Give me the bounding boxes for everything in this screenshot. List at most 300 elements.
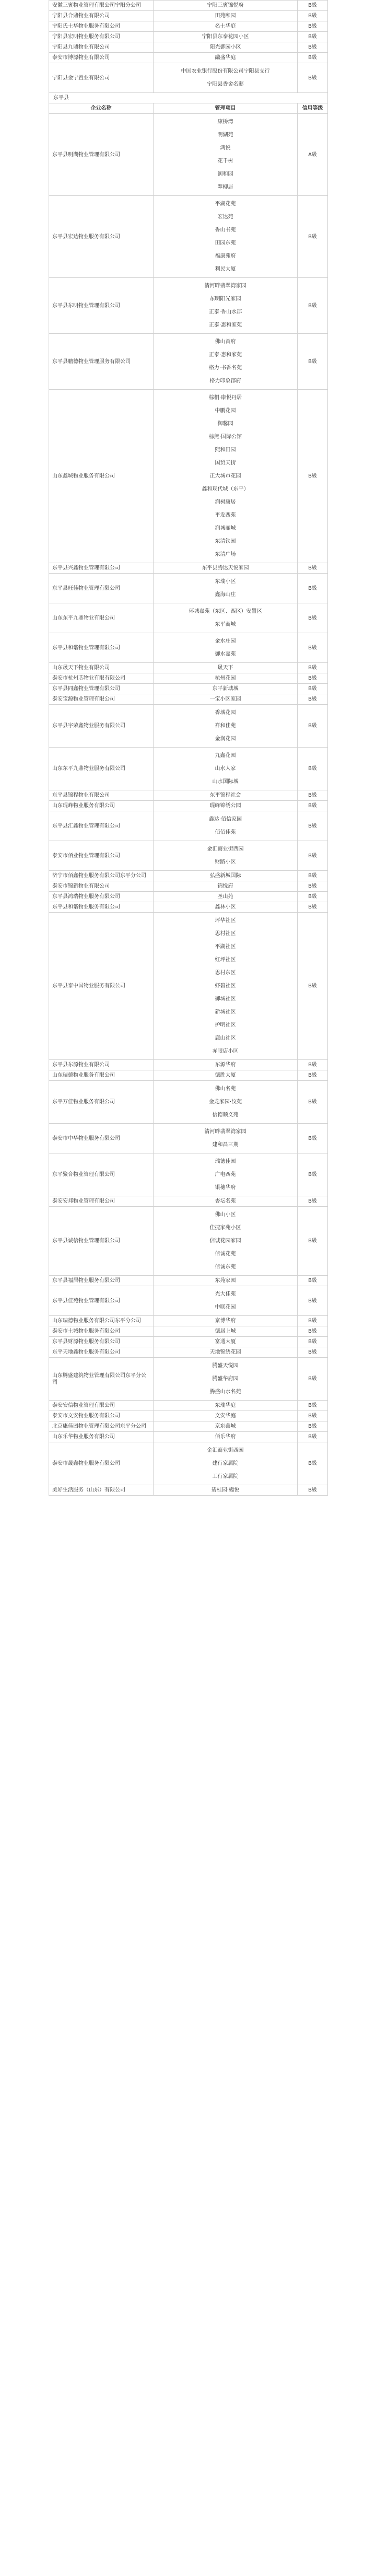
project-list xyxy=(154,1337,298,1347)
table-row xyxy=(49,196,328,278)
project-item: 工行家属院 xyxy=(212,1474,239,1479)
project-item: 鑫达·佰信家园 xyxy=(208,817,242,822)
project-list xyxy=(154,694,298,705)
credit-rating: B級 xyxy=(298,1401,328,1411)
project-list xyxy=(154,811,298,841)
project-item: 思村东区 xyxy=(215,970,236,976)
project-item: 金汇商业街西园 xyxy=(207,1448,244,1453)
project-item: 平发西苑 xyxy=(215,512,236,518)
table-row xyxy=(49,574,328,603)
credit-rating: B級 xyxy=(298,563,328,574)
table-row xyxy=(49,1442,328,1485)
project-item: 明湖苑 xyxy=(217,132,233,138)
table-row xyxy=(49,1070,328,1081)
company-name: 山东瑞德物业服务有限公司东平分公司 xyxy=(49,1316,154,1326)
project-item: 格力·书香名苑 xyxy=(208,365,242,371)
table-row xyxy=(49,53,328,63)
table-row xyxy=(49,1316,328,1326)
header-rating: 信用等级 xyxy=(298,103,328,114)
table-row xyxy=(49,1421,328,1432)
table-row xyxy=(49,1,328,11)
project-item: 宁阳县东泰花园小区 xyxy=(202,34,249,40)
credit-rating: B級 xyxy=(298,902,328,913)
table-row xyxy=(49,563,328,574)
company-name: 山东乐华物业服务有限公司 xyxy=(49,1432,154,1442)
company-name: 东平万佳物业服务有限公司 xyxy=(49,1081,154,1124)
table-row xyxy=(49,1347,328,1358)
project-item: 德胜大厦 xyxy=(215,1073,236,1078)
project-list xyxy=(154,1432,298,1442)
company-name: 泰安市佰业物业管理有限公司 xyxy=(49,841,154,871)
company-name: 东平县锦程物业有限公司 xyxy=(49,790,154,801)
company-name: 山东腾盛建筑物业管理有限公司东平分公司 xyxy=(49,1358,154,1401)
project-list xyxy=(154,1060,298,1070)
company-name: 山东鑫城物业服务有限公司 xyxy=(49,390,154,563)
table-row xyxy=(49,390,328,563)
project-item: 金汇商业街西园 xyxy=(207,846,244,852)
project-item: 腾盛天悦园 xyxy=(212,1363,239,1369)
project-list xyxy=(154,334,298,390)
table-row xyxy=(49,1124,328,1153)
credit-rating: B級 xyxy=(298,684,328,694)
credit-rating: B級 xyxy=(298,705,328,748)
project-item: 御馨园 xyxy=(217,421,233,427)
credit-rating: B級 xyxy=(298,1358,328,1401)
project-list xyxy=(154,705,298,748)
project-item: 佛山小区 xyxy=(215,1212,236,1218)
project-item: 建行家属院 xyxy=(212,1461,239,1466)
project-item: 虾碧社区 xyxy=(215,983,236,989)
table-row xyxy=(49,278,328,334)
project-item: 东平县腾达天悦家园 xyxy=(202,565,249,571)
project-list xyxy=(154,574,298,603)
project-list xyxy=(154,1316,298,1326)
project-list xyxy=(154,633,298,663)
project-item: 鑫林小区 xyxy=(215,904,236,910)
company-name: 泰安市杭州芯物业有限有限公司 xyxy=(49,673,154,684)
project-item: 佳捷家苑小区 xyxy=(209,1225,241,1231)
table-row xyxy=(49,1196,328,1207)
project-item: 杭州花园 xyxy=(215,675,236,681)
project-item: 利民大厦 xyxy=(215,266,236,272)
company-name: 泰安市锦新物业有限公司 xyxy=(49,881,154,892)
table-row xyxy=(49,334,328,390)
table-row xyxy=(49,1337,328,1347)
company-name: 东平县同鑫物业管理有限公司 xyxy=(49,684,154,694)
project-item: 香山书苑 xyxy=(215,227,236,233)
table-row xyxy=(49,871,328,881)
company-name: 东平县佳苑物业管理有限公司 xyxy=(49,1286,154,1316)
credit-rating: B級 xyxy=(298,53,328,63)
project-item: 中联花园 xyxy=(215,1304,236,1310)
project-list xyxy=(154,902,298,913)
project-list xyxy=(154,1442,298,1485)
project-list xyxy=(154,603,298,633)
table-row xyxy=(49,1286,328,1316)
project-item: 信德顺义苑 xyxy=(212,1112,239,1118)
project-item: 清河畔翡翠湾家园 xyxy=(204,1129,246,1135)
table-body xyxy=(49,1,328,1496)
project-item: 东瑞华庭 xyxy=(215,1403,236,1408)
project-item: 信诚花苑 xyxy=(215,1251,236,1257)
table-row xyxy=(49,32,328,42)
project-list xyxy=(154,1485,298,1496)
project-item: 翠柳居 xyxy=(217,184,233,190)
company-name: 泰安宝源物业管理有限公司 xyxy=(49,694,154,705)
company-name: 宁阳氏士华物业服务有限公司 xyxy=(49,21,154,32)
project-item: 佰乐华府 xyxy=(215,1434,236,1440)
credit-rating: B級 xyxy=(298,1421,328,1432)
project-item: 东平新城城 xyxy=(212,686,239,692)
table-row xyxy=(49,790,328,801)
project-item: 正泰·惠和家苑 xyxy=(208,322,242,328)
project-item: 富通大厦 xyxy=(215,1339,236,1345)
project-item: 金润花园 xyxy=(215,736,236,742)
credit-rating: B級 xyxy=(298,1276,328,1286)
project-list xyxy=(154,841,298,871)
project-item: 东清广场 xyxy=(215,552,236,557)
project-item: 田苑颐园 xyxy=(215,13,236,19)
project-item: 山水人家 xyxy=(215,766,236,772)
project-list xyxy=(154,1411,298,1421)
table-row xyxy=(49,21,328,32)
project-item: 腾盛山水名苑 xyxy=(209,1389,241,1395)
project-item: 九鑫花园 xyxy=(215,753,236,759)
company-name: 泰安安信物业管理有限公司 xyxy=(49,1401,154,1411)
project-list xyxy=(154,892,298,902)
project-item: 碧桂园·樾悦 xyxy=(211,1487,240,1493)
table-row xyxy=(49,694,328,705)
credit-rating: B級 xyxy=(298,801,328,811)
project-list xyxy=(154,196,298,278)
credit-rating: B級 xyxy=(298,1316,328,1326)
project-item: 银穗华府 xyxy=(215,1185,236,1191)
project-item: 香城花园 xyxy=(215,710,236,716)
table-row xyxy=(49,1153,328,1196)
project-item: 光大佳苑 xyxy=(215,1291,236,1297)
company-name: 东平县和谐物业服务有限公司 xyxy=(49,902,154,913)
project-list xyxy=(154,913,298,1060)
credit-rating: B級 xyxy=(298,673,328,684)
project-item: 宏达苑 xyxy=(217,214,233,220)
credit-rating: B級 xyxy=(298,21,328,32)
project-list xyxy=(154,1,298,11)
table-row xyxy=(49,1081,328,1124)
project-item: 名士华庭 xyxy=(215,24,236,29)
project-list xyxy=(154,871,298,881)
project-item: 正大城市花园 xyxy=(209,473,241,479)
company-name: 东平县兴鑫物业管理有限公司 xyxy=(49,563,154,574)
company-name: 东平县汇鑫物业管理有限公司 xyxy=(49,811,154,841)
table-row xyxy=(49,841,328,871)
project-item: 东平商城 xyxy=(215,622,236,627)
credit-rating: B級 xyxy=(298,694,328,705)
credit-rating: B級 xyxy=(298,603,328,633)
credit-rating: B級 xyxy=(298,1347,328,1358)
credit-rating: B級 xyxy=(298,1124,328,1153)
credit-rating: B級 xyxy=(298,32,328,42)
project-list xyxy=(154,1276,298,1286)
company-name: 东平县财源物业服务有限公司 xyxy=(49,1337,154,1347)
table-row xyxy=(49,902,328,913)
project-item: 平湖花苑 xyxy=(215,201,236,207)
company-name: 东平县福居物业服务有限公司 xyxy=(49,1276,154,1286)
table-row xyxy=(49,748,328,790)
credit-rating: B級 xyxy=(298,811,328,841)
project-item: 康桥湾 xyxy=(217,119,233,125)
project-item: 杏坛名苑 xyxy=(215,1198,236,1204)
credit-rating: B級 xyxy=(298,633,328,663)
project-list xyxy=(154,801,298,811)
table-row xyxy=(49,673,328,684)
company-name: 宁阳县合鼎物业有限公司 xyxy=(49,11,154,21)
project-list xyxy=(154,53,298,63)
project-item: 腾盛华府园 xyxy=(212,1376,239,1382)
project-list xyxy=(154,1286,298,1316)
credit-rating: B級 xyxy=(298,881,328,892)
header-project: 管理项目 xyxy=(154,103,298,114)
project-item: 锦悦府 xyxy=(217,883,233,889)
project-item: 平湖社区 xyxy=(215,944,236,950)
project-item: 京博华府 xyxy=(215,1318,236,1324)
company-name: 北京康佳园物业管理有限公司东平分公司 xyxy=(49,1421,154,1432)
project-list xyxy=(154,673,298,684)
table-row xyxy=(49,663,328,673)
company-name: 济宁市佰鑫物业服务有限公司东平分公司 xyxy=(49,871,154,881)
credit-rating: B級 xyxy=(298,196,328,278)
project-item: 京东鑫城 xyxy=(215,1424,236,1429)
credit-rating: B級 xyxy=(298,63,328,93)
project-item: 新城社区 xyxy=(215,1009,236,1015)
project-item: 宁阳三賓锦悦府 xyxy=(207,3,244,8)
project-item: 金龙家园·汶苑 xyxy=(208,1099,242,1105)
credit-rating: B級 xyxy=(298,748,328,790)
company-name: 东平县旺佳物业管理有限公司 xyxy=(49,574,154,603)
project-list xyxy=(154,1196,298,1207)
project-item: 棕桐·康悦丹居 xyxy=(208,395,242,401)
project-item: 东明阳光家园 xyxy=(209,296,241,302)
project-item: 中鹏花园 xyxy=(215,408,236,414)
project-item: 赤眼店小区 xyxy=(212,1048,239,1054)
project-list xyxy=(154,563,298,574)
table-row xyxy=(49,801,328,811)
project-item: 文安华庭 xyxy=(215,1413,236,1419)
company-name: 宁阳县宏明物业服务有限公司 xyxy=(49,32,154,42)
project-item: 红坪社区 xyxy=(215,957,236,963)
credit-rating: B級 xyxy=(298,42,328,53)
project-item: 润树康居 xyxy=(215,499,236,505)
table-row xyxy=(49,684,328,694)
project-item: 御水嘉苑 xyxy=(215,651,236,657)
company-name: 东平县明湖物业管理有限公司 xyxy=(49,114,154,196)
table-row xyxy=(49,705,328,748)
project-list xyxy=(154,114,298,196)
company-name: 东平县东源物业有限公司 xyxy=(49,1060,154,1070)
table-row xyxy=(49,11,328,21)
company-name: 东平县鸿瑞物业服务有限公司 xyxy=(49,892,154,902)
project-item: 福康苑府 xyxy=(215,253,236,259)
table-row xyxy=(49,913,328,1060)
project-item: 财路小区 xyxy=(215,859,236,865)
project-list xyxy=(154,663,298,673)
company-name: 泰安安邦物业管理有限公司 xyxy=(49,1196,154,1207)
project-item: 信诚东苑 xyxy=(215,1264,236,1270)
table-row xyxy=(49,633,328,663)
table-row xyxy=(49,881,328,892)
credit-rating: B級 xyxy=(298,913,328,1060)
company-name: 宁阳县九鼎物业有限公司 xyxy=(49,42,154,53)
project-list xyxy=(154,1070,298,1081)
project-item: 清河畔翡翠湾家园 xyxy=(204,283,246,289)
project-item: 中国农业银行股份有限公司宁阳县支行 xyxy=(181,68,270,74)
company-name: 山东东平九鼎物业有限公司 xyxy=(49,603,154,633)
credit-rating: B級 xyxy=(298,1196,328,1207)
project-item: 融盛华庭 xyxy=(215,55,236,61)
project-list xyxy=(154,32,298,42)
project-item: 东源华府 xyxy=(215,1062,236,1068)
project-item: 金水庄园 xyxy=(215,638,236,644)
company-name: 东平县和谐物业管理有限公司 xyxy=(49,633,154,663)
header-company: 企业名称 xyxy=(49,103,154,114)
project-item: 正泰·惠和家苑 xyxy=(208,352,242,358)
credit-rating: B級 xyxy=(298,1070,328,1081)
credit-rating: A級 xyxy=(298,114,328,196)
project-item: 鑫海山庄 xyxy=(215,592,236,598)
table-row xyxy=(49,1326,328,1337)
credit-rating-table xyxy=(49,0,328,1496)
project-list xyxy=(154,63,298,93)
project-item: 建和昌三期 xyxy=(212,1142,239,1148)
project-item: 广电西苑 xyxy=(215,1172,236,1178)
project-item: 鸿悦 xyxy=(220,145,231,151)
table-row xyxy=(49,114,328,196)
project-item: 琨峰锦绣公园 xyxy=(209,803,241,809)
project-item: 晟天下 xyxy=(217,665,233,671)
project-item: 润城丽城 xyxy=(215,526,236,531)
project-item: 环城嘉苑（东区、西区）安置区 xyxy=(189,609,262,614)
table-row xyxy=(49,63,328,93)
credit-rating: B級 xyxy=(298,390,328,563)
project-item: 圣山苑 xyxy=(217,894,233,900)
project-item: 宁阳县香舍名邸 xyxy=(207,81,244,87)
project-item: 花千树 xyxy=(217,158,233,164)
company-name: 泰安市文安物业服务有限公司 xyxy=(49,1411,154,1421)
table-row xyxy=(49,1485,328,1496)
credit-rating: B級 xyxy=(298,1411,328,1421)
table-row xyxy=(49,1060,328,1070)
company-name: 美好生活服务（山东）有限公司 xyxy=(49,1485,154,1496)
credit-rating: B級 xyxy=(298,334,328,390)
table-row xyxy=(49,1207,328,1276)
project-list xyxy=(154,21,298,32)
company-name: 山东瑞德物业服务有限公司 xyxy=(49,1070,154,1081)
region-name: 东平县 xyxy=(49,93,328,103)
project-item: 熙和田园 xyxy=(215,447,236,453)
project-item: 御城社区 xyxy=(215,996,236,1002)
credit-rating: B級 xyxy=(298,663,328,673)
project-item: 德居上城 xyxy=(215,1328,236,1334)
project-item: 鑫和现代城（东平） xyxy=(202,486,249,492)
project-list xyxy=(154,278,298,334)
project-list xyxy=(154,42,298,53)
company-name: 宁阳县金宁置业有限公司 xyxy=(49,63,154,93)
credit-rating: B級 xyxy=(298,1442,328,1485)
project-item: 思村社区 xyxy=(215,931,236,937)
project-item: 东苑家园 xyxy=(215,1278,236,1284)
project-item: 弘盛新城国际 xyxy=(209,873,241,879)
company-name: 东平县诚信物业管理有限公司 xyxy=(49,1207,154,1276)
company-name: 泰安市中华物业服务有限公司 xyxy=(49,1124,154,1153)
company-name: 山东琨峰物业服务有限公司 xyxy=(49,801,154,811)
table-row xyxy=(49,811,328,841)
project-item: 佛山名苑 xyxy=(215,1086,236,1092)
project-item: 鹿山社区 xyxy=(215,1035,236,1041)
credit-rating: B級 xyxy=(298,1326,328,1337)
credit-rating: B級 xyxy=(298,574,328,603)
project-list xyxy=(154,1326,298,1337)
project-item: 东平锦程社会 xyxy=(209,792,241,798)
project-item: 瑞德佳园 xyxy=(215,1159,236,1164)
project-item: 正泰·香山水郡 xyxy=(208,309,242,315)
project-item: 田园东苑 xyxy=(215,240,236,246)
project-list xyxy=(154,1153,298,1196)
table-row xyxy=(49,603,328,633)
company-name: 山东东平九鼎物业服务有限公司 xyxy=(49,748,154,790)
company-name: 东平县泰中国物业服务有限公司 xyxy=(49,913,154,1060)
project-item: 祥和佳苑 xyxy=(215,723,236,729)
project-list xyxy=(154,684,298,694)
project-item: 坪华社区 xyxy=(215,918,236,924)
table-row xyxy=(49,1401,328,1411)
project-item: 润和园 xyxy=(217,171,233,177)
company-name: 泰安市晟鑫物业服务有限公司 xyxy=(49,1442,154,1485)
project-item: 阳光御园小区 xyxy=(209,44,241,50)
project-list xyxy=(154,1347,298,1358)
credit-rating: B級 xyxy=(298,1485,328,1496)
project-item: 信诚花园家园 xyxy=(209,1238,241,1244)
company-name: 东平县宏达物业服务有限公司 xyxy=(49,196,154,278)
project-list xyxy=(154,790,298,801)
project-list xyxy=(154,1124,298,1153)
table-row xyxy=(49,1358,328,1401)
credit-rating: B級 xyxy=(298,871,328,881)
project-item: 天地锦绣花园 xyxy=(209,1349,241,1355)
region-row xyxy=(49,93,328,103)
project-list xyxy=(154,881,298,892)
project-list xyxy=(154,1081,298,1124)
company-name: 东平天地鑫物业服务有限公司 xyxy=(49,1347,154,1358)
credit-rating: B級 xyxy=(298,892,328,902)
project-list xyxy=(154,1401,298,1411)
credit-rating: B級 xyxy=(298,1153,328,1196)
company-name: 东平聚合物业管理有限公司 xyxy=(49,1153,154,1196)
credit-rating: B級 xyxy=(298,278,328,334)
project-list xyxy=(154,11,298,21)
table-row xyxy=(49,892,328,902)
credit-rating: B級 xyxy=(298,1081,328,1124)
project-item: 佰佰佳苑 xyxy=(215,830,236,835)
credit-rating: B級 xyxy=(298,1,328,11)
project-list xyxy=(154,1421,298,1432)
table-row xyxy=(49,1432,328,1442)
credit-rating: B級 xyxy=(298,1286,328,1316)
project-item: 东清铁园 xyxy=(215,539,236,544)
credit-rating: B級 xyxy=(298,11,328,21)
company-name: 泰安市博源物业有限公司 xyxy=(49,53,154,63)
credit-rating: B級 xyxy=(298,841,328,871)
project-list xyxy=(154,748,298,790)
table-row xyxy=(49,1411,328,1421)
